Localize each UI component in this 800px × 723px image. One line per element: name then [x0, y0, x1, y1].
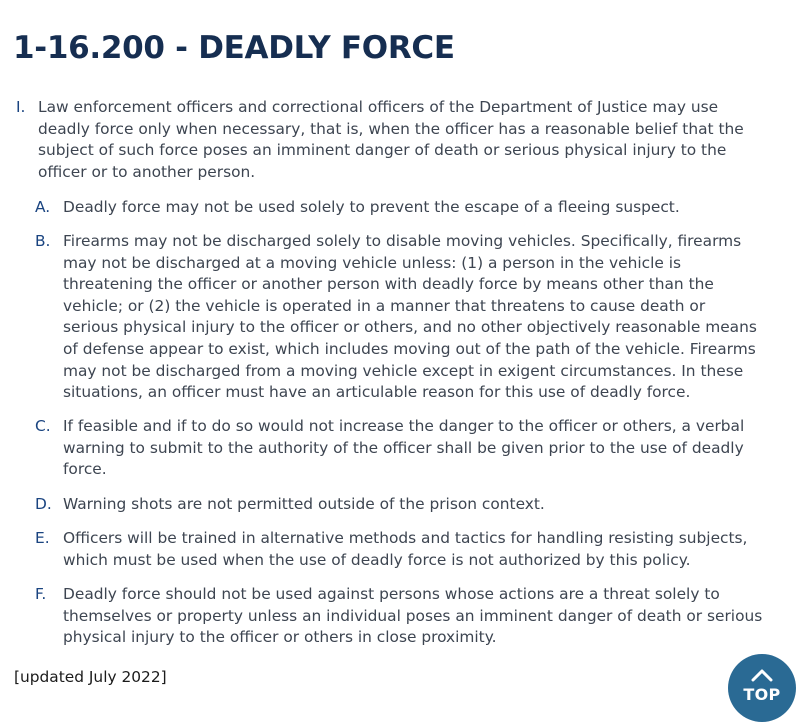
list-item-text: If feasible and if to do so would not increase the danger to the officer or others, a verbal warning to submit to the authority of the officer shall be given prior to the use of deadly force. [63, 417, 745, 479]
page-title: 1-16.200 - DEADLY FORCE [13, 30, 455, 66]
list-marker: C. [35, 417, 51, 435]
list-item-text: Deadly force should not be used against persons whose actions are a threat solely to themselves or property unless an individual poses an imminent danger of death or serious physical injury to the officer or others in close proximity. [63, 585, 763, 647]
list-item-text: Deadly force may not be used solely to prevent the escape of a fleeing suspect. [63, 198, 680, 216]
sub-item-a [0, 197, 800, 219]
list-marker: I. [16, 98, 26, 116]
list-marker: E. [35, 529, 50, 547]
list-item-i [0, 97, 800, 185]
list-marker: A. [35, 198, 51, 216]
back-to-top-label: TOP [743, 685, 781, 704]
list-marker: B. [35, 232, 51, 250]
list-item-text: Law enforcement officers and correctional officers of the Department of Justice may use deadly force only when necessary, that is, when the officer has a reasonable belief that the subject of such force poses an imminent danger of death or serious physical injury to the officer or to another person. [38, 98, 744, 181]
sub-item-f [0, 584, 800, 650]
back-to-top-button[interactable] [728, 654, 796, 722]
list-item-text: Firearms may not be discharged solely to disable moving vehicles. Specifically, firearms may not be discharged at a moving vehicle unless: (1) a person in the vehicle is threatening the officer or another person with deadly force by means other than the vehicle; or (2) the vehicle is operated in a manner that threatens to cause death or serious physical injury to the officer or others, and no other objectively reasonable means of defense appear to exist, which includes moving out of the path of the vehicle. Firearms may not be discharged from a moving vehicle except in exigent circumstances. In these situations, an officer must have an articulable reason for this use of deadly force. [63, 232, 757, 402]
sub-item-e [0, 528, 800, 572]
chevron-up-icon [751, 668, 773, 682]
list-item-text: Warning shots are not permitted outside of the prison context. [63, 495, 545, 513]
sub-item-b [0, 231, 800, 403]
list-item-text: Officers will be trained in alternative methods and tactics for handling resisting subjects, which must be used when the use of deadly force is not authorized by this policy. [63, 529, 748, 569]
sub-item-d [0, 494, 800, 516]
list-marker: F. [35, 585, 47, 603]
list-marker: D. [35, 495, 52, 513]
sub-item-c [0, 416, 800, 482]
updated-date: [updated July 2022] [14, 668, 167, 686]
